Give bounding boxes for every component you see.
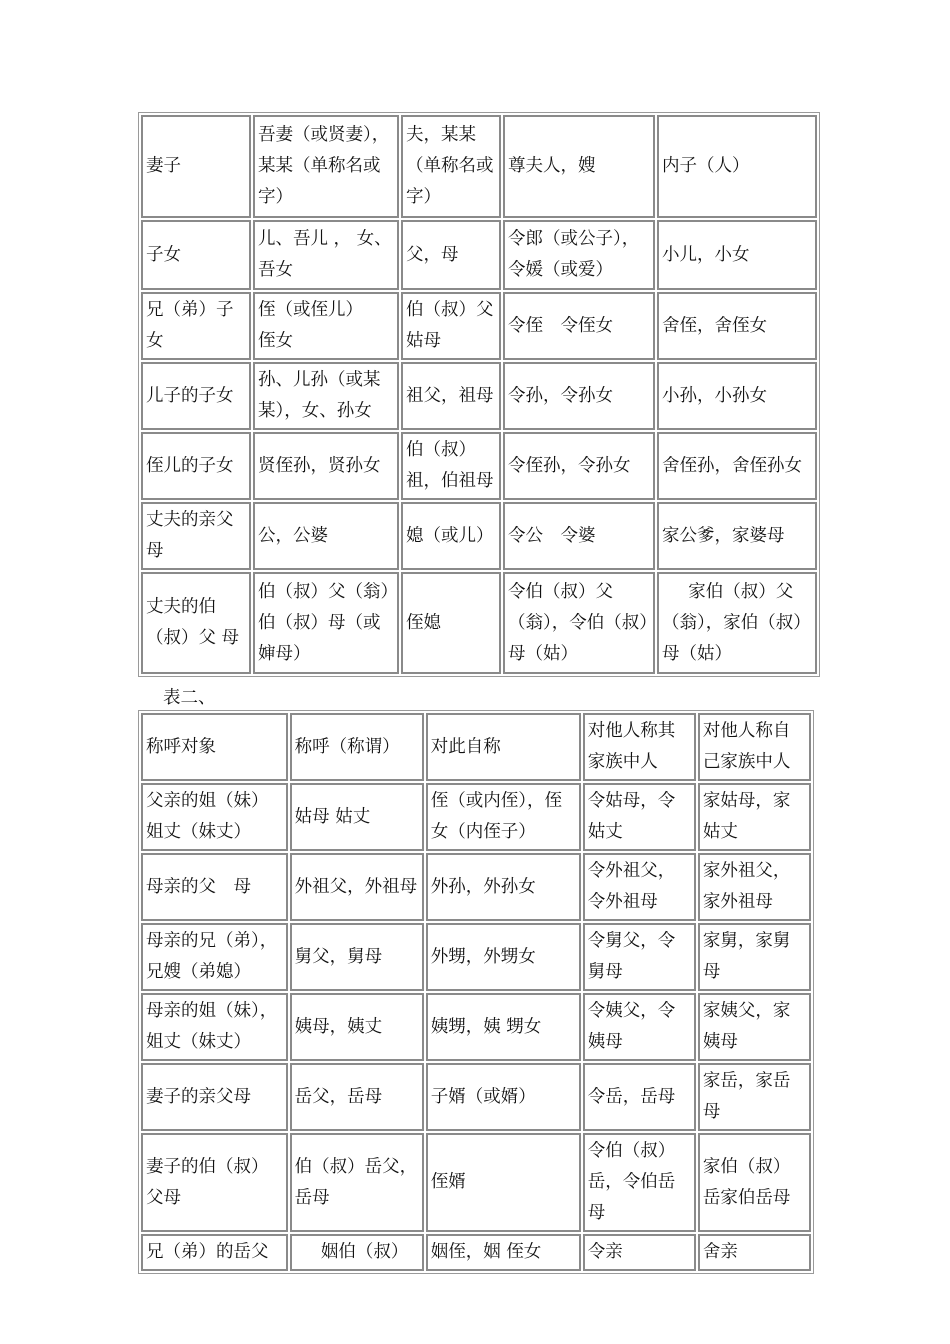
table-cell: 家姨父，家姨母	[698, 993, 811, 1061]
table-cell: 令伯（叔）父（翁），令伯（叔）母（姑）	[503, 572, 655, 674]
table-row	[141, 1063, 811, 1131]
table-cell: 孙、儿孙（或某某），女、孙女	[253, 362, 399, 430]
table-row	[141, 220, 817, 290]
table-cell: 令侄 令侄女	[503, 292, 655, 360]
table-cell: 吾妻（或贤妻），某某（单称名或字）	[253, 115, 399, 218]
table-cell: 姨母，姨丈	[290, 993, 424, 1061]
table-cell: 公，公婆	[253, 502, 399, 570]
table-cell: 内子（人）	[657, 115, 817, 218]
table-cell: 令侄孙，令孙女	[503, 432, 655, 500]
table-cell: 舅父，舅母	[290, 923, 424, 991]
table-cell: 外祖父，外祖母	[290, 853, 424, 921]
table-cell: 妻子的伯（叔）父母	[141, 1133, 288, 1232]
column-header: 对他人称其家族中人	[583, 713, 696, 781]
table-cell: 侄（或侄儿） 侄女	[253, 292, 399, 360]
table-row	[141, 292, 817, 360]
table-cell: 夫，某某（单称名或字）	[401, 115, 501, 218]
table-cell: 父亲的姐（妹）姐丈（妹丈）	[141, 783, 288, 851]
table-row	[141, 923, 811, 991]
table-cell: 令姨父，令姨母	[583, 993, 696, 1061]
table-row	[141, 993, 811, 1061]
table-cell: 舍侄孙，舍侄孙女	[657, 432, 817, 500]
column-header: 称呼对象	[141, 713, 288, 781]
table-cell: 家舅，家舅母	[698, 923, 811, 991]
table-cell: 尊夫人，嫂	[503, 115, 655, 218]
table-row	[141, 1133, 811, 1232]
table-cell: 伯（叔）父（翁）伯（叔）母（或婶母）	[253, 572, 399, 674]
table-cell: 母亲的姐（妹），姐丈（妹丈）	[141, 993, 288, 1061]
table-cell: 家公爹，家婆母	[657, 502, 817, 570]
table-cell: 兄（弟）的岳父	[141, 1234, 288, 1271]
table-cell: 姑母 姑丈	[290, 783, 424, 851]
table-cell: 媳（或儿）	[401, 502, 501, 570]
table-header-row	[141, 713, 811, 781]
table-cell: 外孙，外孙女	[426, 853, 581, 921]
table-cell: 令姑母，令姑丈	[583, 783, 696, 851]
table-row	[141, 783, 811, 851]
table-cell: 伯（叔）父姑母	[401, 292, 501, 360]
table-cell: 子女	[141, 220, 251, 290]
table-row	[141, 115, 817, 218]
table-cell: 母亲的父 母	[141, 853, 288, 921]
table-row	[141, 853, 811, 921]
table-cell: 令岳，岳母	[583, 1063, 696, 1131]
table-cell: 令外祖父，令外祖母	[583, 853, 696, 921]
table-cell: 舍侄，舍侄女	[657, 292, 817, 360]
table-row	[141, 432, 817, 500]
table-cell: 家岳，家岳母	[698, 1063, 811, 1131]
table-cell: 令舅父，令舅母	[583, 923, 696, 991]
table-cell: 侄媳	[401, 572, 501, 674]
table-cell: 祖父，祖母	[401, 362, 501, 430]
table-cell: 家伯（叔）父（翁），家伯（叔）母（姑）	[657, 572, 817, 674]
table-row	[141, 572, 817, 674]
table-cell: 令伯（叔）岳，令伯岳母	[583, 1133, 696, 1232]
table-cell: 妻子的亲父母	[141, 1063, 288, 1131]
table-cell: 侄儿的子女	[141, 432, 251, 500]
table-row	[141, 1234, 811, 1271]
table-cell: 姻伯（叔）	[290, 1234, 424, 1271]
table-cell: 母亲的兄（弟），兄嫂（弟媳）	[141, 923, 288, 991]
table-cell: 家伯（叔）岳家伯岳母	[698, 1133, 811, 1232]
table-cell: 小儿，小女	[657, 220, 817, 290]
table-cell: 贤侄孙，贤孙女	[253, 432, 399, 500]
table-cell: 伯（叔）祖，伯祖母	[401, 432, 501, 500]
table-cell: 侄婿	[426, 1133, 581, 1232]
table-cell: 兄（弟）子女	[141, 292, 251, 360]
relation-table-1	[138, 112, 820, 677]
column-header: 称呼（称谓）	[290, 713, 424, 781]
column-header: 对他人称自己家族中人	[698, 713, 811, 781]
table-cell: 儿、吾儿 ， 女、吾女	[253, 220, 399, 290]
table-caption: 表二、	[163, 688, 216, 708]
table-cell: 伯（叔）岳父，岳母	[290, 1133, 424, 1232]
table-cell: 侄（或内侄），侄女（内侄子）	[426, 783, 581, 851]
table-cell: 姨甥，姨 甥女	[426, 993, 581, 1061]
table-cell: 子婿（或婿）	[426, 1063, 581, 1131]
relation-table-2	[138, 710, 814, 1274]
table-cell: 父，母	[401, 220, 501, 290]
table-cell: 姻侄，姻 侄女	[426, 1234, 581, 1271]
table-cell: 令亲	[583, 1234, 696, 1271]
table-cell: 妻子	[141, 115, 251, 218]
table-cell: 小孙，小孙女	[657, 362, 817, 430]
table-row	[141, 362, 817, 430]
table-cell: 家外祖父，家外祖母	[698, 853, 811, 921]
table-cell: 家姑母，家姑丈	[698, 783, 811, 851]
table-cell: 舍亲	[698, 1234, 811, 1271]
table-cell: 丈夫的亲父母	[141, 502, 251, 570]
table-cell: 丈夫的伯（叔）父 母	[141, 572, 251, 674]
column-header: 对此自称	[426, 713, 581, 781]
table-cell: 外甥，外甥女	[426, 923, 581, 991]
table-row	[141, 502, 817, 570]
table-cell: 岳父，岳母	[290, 1063, 424, 1131]
table-cell: 儿子的子女	[141, 362, 251, 430]
table-cell: 令孙，令孙女	[503, 362, 655, 430]
table-cell: 令郎（或公子），令媛（或爱）	[503, 220, 655, 290]
table-cell: 令公 令婆	[503, 502, 655, 570]
